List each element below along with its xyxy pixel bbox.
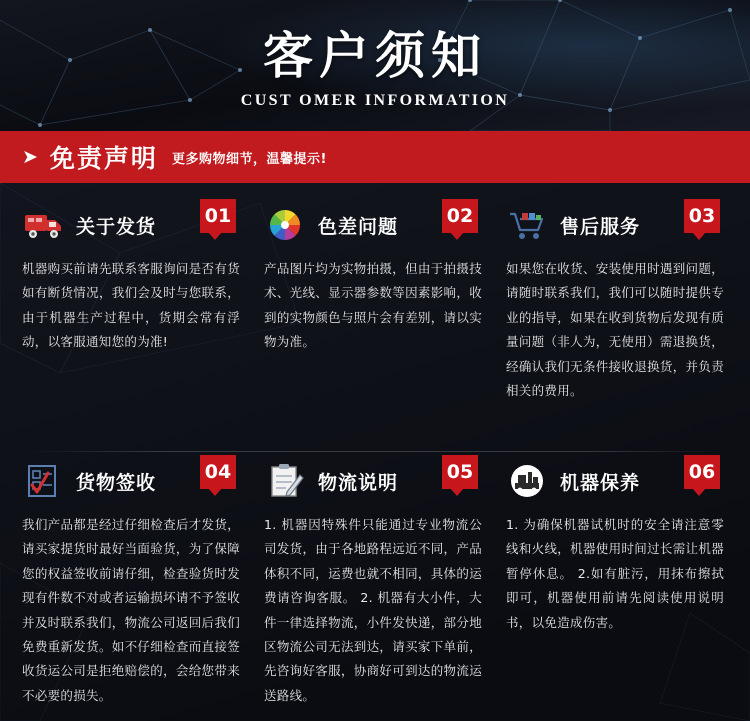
section-number-badge: 06 [684, 455, 720, 489]
section-title: 货物签收 [76, 471, 157, 494]
section-title: 色差问题 [318, 215, 399, 238]
section-body-text: 1. 为确保机器试机时的安全请注意零线和火线，机器使用时间过长需让机器暂停休息。 2.如有脏污，用抹布擦拭即可，机器使用前请先阅读使用说明书，以免造成伤害。 [506, 517, 724, 630]
color-wheel-icon [264, 205, 308, 245]
section-body-text: 如果您在收货、安装使用时遇到问题，请随时联系我们，我们可以随时提供专业的指导，如果在收到货物后发现有质量问题（非人为，无使用）需退换货，经确认我们无条件接收退换货，并负责相关的费用。 [506, 261, 724, 398]
section-header [22, 457, 244, 505]
disclaimer-bar [0, 131, 750, 183]
section-header [264, 201, 486, 249]
section-title: 售后服务 [560, 215, 641, 238]
section-number-badge: 02 [442, 199, 478, 233]
section-number-badge: 01 [200, 199, 236, 233]
delivery-truck-icon [22, 205, 66, 245]
checklist-icon [22, 461, 66, 501]
machine-maintenance-icon [506, 461, 550, 501]
section-card-color-difference [258, 201, 492, 455]
play-arrow-icon: ➤ [22, 145, 38, 168]
section-card-goods-acceptance [16, 457, 250, 711]
section-body-text: 机器购买前请先联系客服询问是否有货如有断货情况，我们会及时与您联系，由于机器生产过程中，货期会常有浮动，以客服通知您的为准! [22, 261, 240, 350]
shopping-cart-icon [506, 205, 550, 245]
sections-grid [0, 183, 750, 721]
disclaimer-title: 免责声明 [49, 144, 158, 173]
section-header [506, 201, 728, 249]
section-body-text: 1. 机器因特殊件只能通过专业物流公司发货，由于各地路程远近不同，产品体积不同，运费也就不相同，具体的运费请咨询客服。 2. 机器有大小件，大件一律选择物流，小件发快递，部分地区物流公司无法到达，请买家下单前，先咨询好客服，协商好可到达的物流运送路线。 [264, 517, 482, 703]
section-number-badge: 03 [684, 199, 720, 233]
section-number-badge: 05 [442, 455, 478, 489]
section-title: 物流说明 [318, 471, 399, 494]
disclaimer-tip: 更多购物细节，温馨提示! [171, 151, 327, 167]
section-number-badge: 04 [200, 455, 236, 489]
section-header [22, 201, 244, 249]
section-header [506, 457, 728, 505]
section-card-logistics [258, 457, 492, 711]
section-card-after-sales [500, 201, 734, 455]
section-header [264, 457, 486, 505]
section-body-text: 我们产品都是经过仔细检查后才发货，请买家提货时最好当面验货，为了保障您的权益签收前请仔细，检查验货时发现有件数不对或者运输损坏请不予签收并及时联系我们，物流公司返回后我们免费重新发货。如不仔细检查而直接签收货运公司是拒绝赔偿的，会给您带来不必要的损失。 [22, 517, 240, 703]
page-title: 客户须知 [263, 27, 487, 85]
section-title: 机器保养 [560, 471, 641, 494]
sections-container [0, 183, 750, 721]
section-title: 关于发货 [76, 215, 157, 238]
clipboard-pen-icon [264, 461, 308, 501]
section-body-text: 产品图片均为实物拍摄，但由于拍摄技术、光线、显示器参数等因素影响，收到的实物颜色与照片会有差别，请以实物为准。 [264, 261, 482, 350]
page-subtitle: CUST OMER INFORMATION [240, 92, 510, 109]
section-card-maintenance [500, 457, 734, 711]
page-header [0, 0, 750, 131]
section-card-shipping [16, 201, 250, 455]
